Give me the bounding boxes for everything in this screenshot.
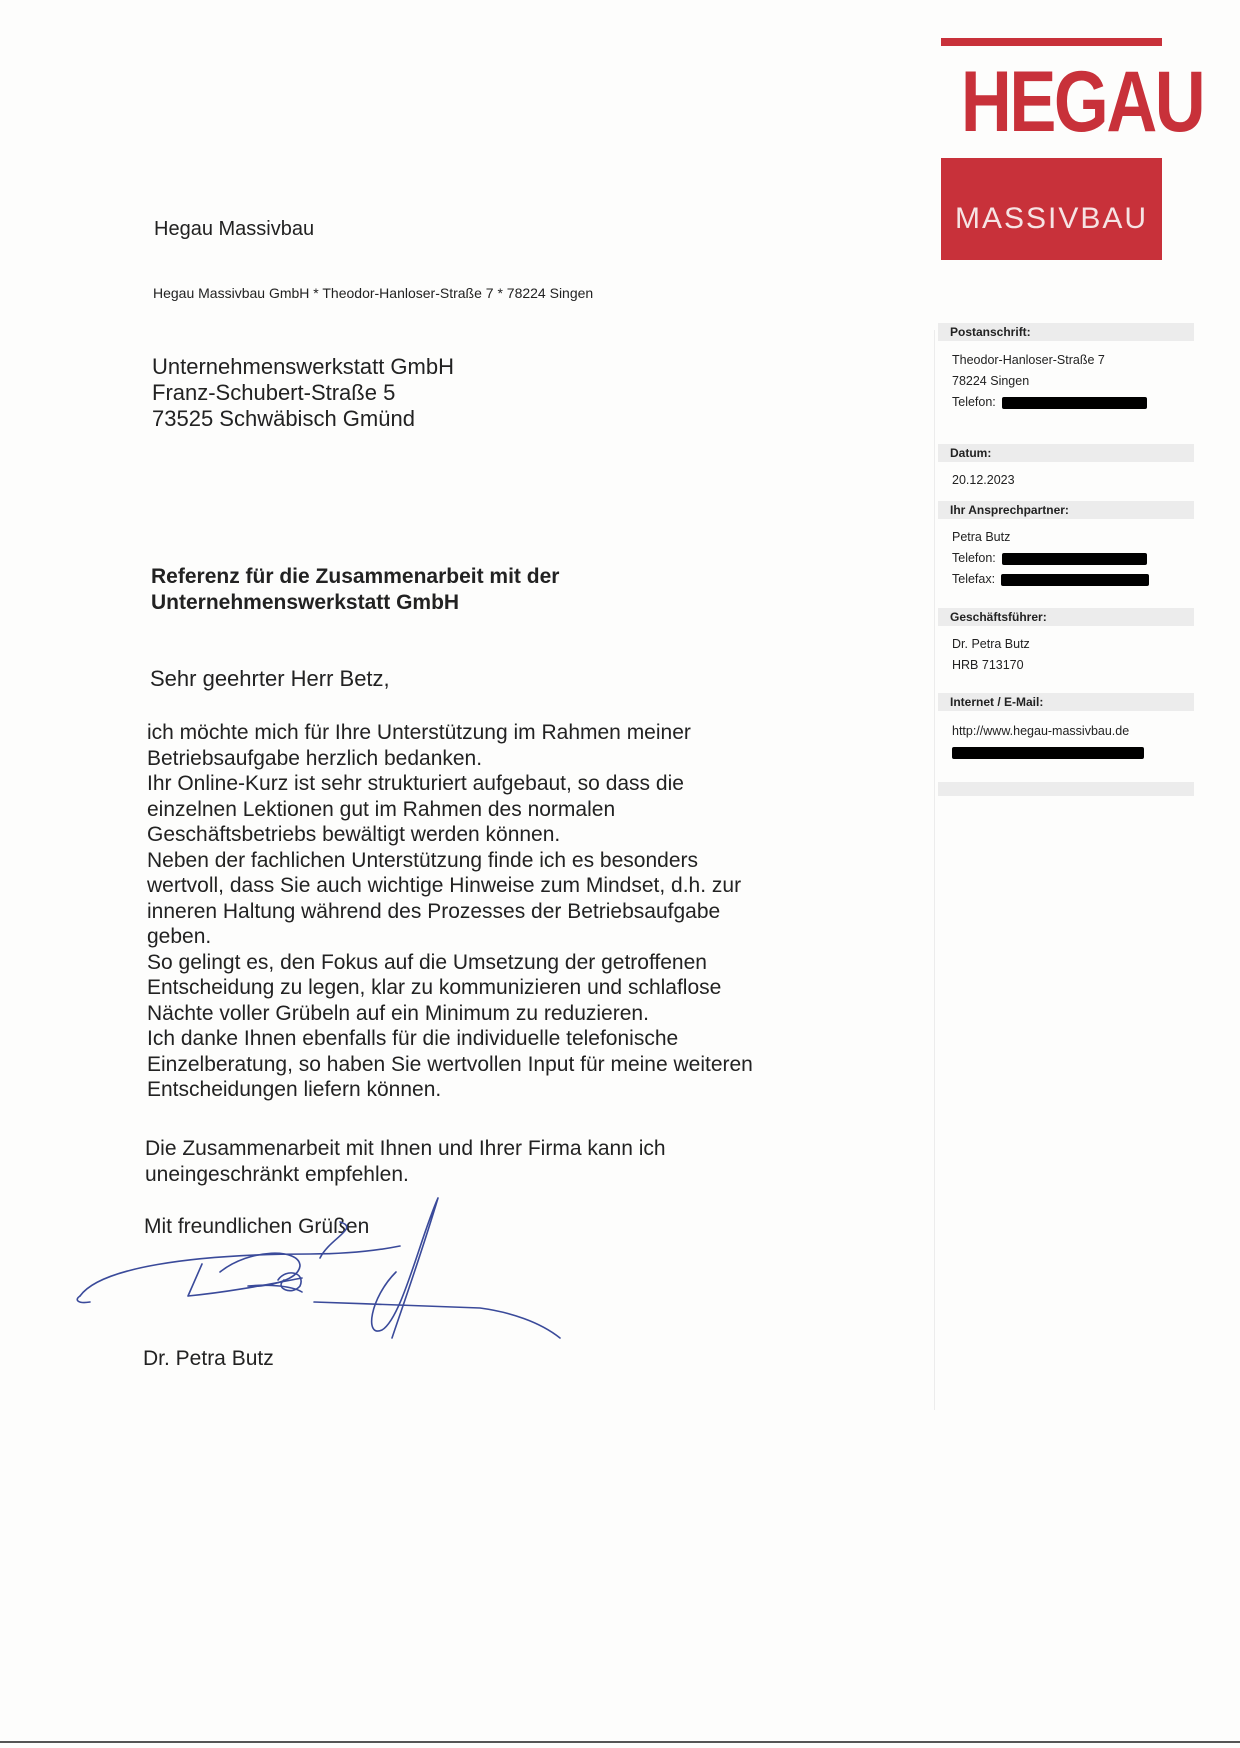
signature-stroke bbox=[314, 1302, 560, 1338]
body-line: Betriebsaufgabe herzlich bedanken. bbox=[147, 746, 483, 770]
sidebar-divider bbox=[934, 330, 935, 1410]
email-redacted bbox=[952, 742, 1144, 763]
contact-telefax bbox=[952, 569, 1149, 590]
redaction-bar bbox=[1001, 574, 1149, 586]
logo-brand: HEGAU bbox=[961, 46, 1142, 158]
telefon-label: Telefon: bbox=[952, 395, 996, 409]
closing-line: uneingeschränkt empfehlen. bbox=[145, 1162, 409, 1186]
redaction-bar bbox=[1002, 397, 1147, 409]
web-block bbox=[952, 721, 1144, 763]
gf-name: Dr. Petra Butz bbox=[952, 637, 1030, 651]
page-bottom-edge bbox=[0, 1741, 1240, 1743]
signature-stroke bbox=[372, 1198, 438, 1338]
subject-line: Referenz für die Zusammenarbeit mit der bbox=[151, 565, 560, 588]
postanschrift-label: Postanschrift: bbox=[938, 323, 1194, 341]
body-line: Ich danke Ihnen ebenfalls für die individuelle telefonische bbox=[147, 1027, 679, 1050]
redaction-bar bbox=[952, 747, 1144, 759]
body-line: Entscheidung zu legen, klar zu kommunizieren und schlaflose bbox=[147, 976, 722, 999]
sidebar-city: 78224 Singen bbox=[952, 374, 1030, 388]
redaction-bar bbox=[1002, 553, 1147, 565]
recipient-address bbox=[152, 354, 454, 432]
postanschrift-block bbox=[952, 350, 1147, 413]
web-label: Internet / E-Mail: bbox=[938, 693, 1194, 711]
datum-value: 20.12.2023 bbox=[952, 473, 1015, 487]
sender-name: Hegau Massivbau bbox=[154, 218, 315, 240]
geschaeftsfuehrer-label: Geschäftsführer: bbox=[938, 608, 1194, 626]
signature-stroke bbox=[77, 1296, 90, 1303]
closing-line: Die Zusammenarbeit mit Ihnen und Ihrer Firma kann ich bbox=[145, 1137, 666, 1160]
gf-block bbox=[952, 634, 1030, 676]
hegau-logo bbox=[941, 38, 1204, 260]
body-line: Nächte voller Grübeln auf ein Minimum zu reduzieren. bbox=[147, 1001, 649, 1025]
body-line: einzelnen Lektionen gut im Rahmen des normalen bbox=[147, 797, 616, 821]
hrb-number: HRB 713170 bbox=[952, 658, 1024, 672]
contact-label: Ihr Ansprechpartner: bbox=[938, 501, 1194, 519]
body-line: Entscheidungen liefern können. bbox=[147, 1078, 442, 1101]
body-line: Geschäftsbetriebs bewältigt werden können. bbox=[147, 823, 561, 846]
letter-subject bbox=[151, 564, 559, 616]
salutation: Sehr geehrter Herr Betz, bbox=[150, 666, 390, 691]
body-line: Einzelberatung, so haben Sie wertvollen Input für meine weiteren bbox=[147, 1052, 753, 1076]
handwritten-signature bbox=[70, 1188, 570, 1368]
body-line: wertvoll, dass Sie auch wichtige Hinweise zum Mindset, d.h. zur bbox=[147, 874, 742, 897]
letter-closing bbox=[145, 1136, 785, 1187]
signer-name: Dr. Petra Butz bbox=[143, 1347, 274, 1370]
greeting: Mit freundlichen Grüßen bbox=[144, 1215, 370, 1238]
contact-telefon-label: Telefon: bbox=[952, 551, 996, 565]
contact-block bbox=[952, 527, 1149, 590]
recipient-line: 73525 Schwäbisch Gmünd bbox=[152, 406, 415, 431]
logo-sub-box bbox=[941, 158, 1162, 260]
logo-sub: MASSIVBAU bbox=[954, 202, 1149, 235]
body-line: ich möchte mich für Ihre Unterstützung im Rahmen meiner bbox=[147, 721, 691, 744]
recipient-line: Unternehmenswerkstatt GmbH bbox=[152, 354, 454, 379]
website-link[interactable]: http://www.hegau-massivbau.de bbox=[952, 724, 1130, 738]
datum-label: Datum: bbox=[938, 444, 1194, 462]
sidebar-street: Theodor-Hanloser-Straße 7 bbox=[952, 353, 1105, 367]
letter-body bbox=[147, 720, 827, 1103]
sidebar-telefon bbox=[952, 392, 1147, 413]
body-line: Ihr Online-Kurz ist sehr strukturiert aufgebaut, so dass die bbox=[147, 772, 684, 795]
body-line: Neben der fachlichen Unterstützung finde ich es besonders bbox=[147, 848, 699, 872]
body-line: inneren Haltung während des Prozesses der Betriebsaufgabe bbox=[147, 899, 721, 923]
body-line: geben. bbox=[147, 925, 212, 948]
sender-return-line: Hegau Massivbau GmbH * Theodor-Hanloser-Straße 7 * 78224 Singen bbox=[153, 285, 594, 301]
sidebar-empty-bar bbox=[938, 782, 1194, 796]
contact-telefon bbox=[952, 548, 1149, 569]
contact-telefax-label: Telefax: bbox=[952, 572, 996, 586]
recipient-line: Franz-Schubert-Straße 5 bbox=[152, 380, 396, 405]
logo-top-bar bbox=[941, 38, 1162, 46]
body-line: So gelingt es, den Fokus auf die Umsetzung der getroffenen bbox=[147, 950, 707, 974]
contact-name: Petra Butz bbox=[952, 530, 1011, 544]
subject-line: Unternehmenswerkstatt GmbH bbox=[151, 591, 460, 614]
